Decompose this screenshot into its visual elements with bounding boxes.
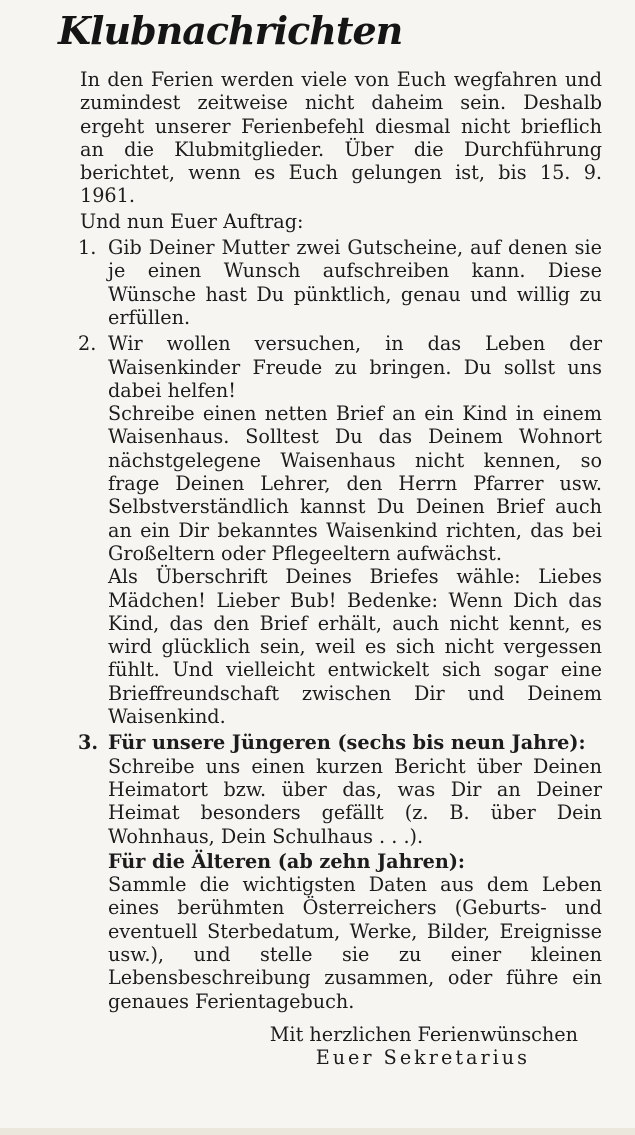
- task-2-paragraph-3: Als Überschrift Deines Briefes wähle: Liebes Mädchen! Lieber Bub! Bedenke: Wenn Dich das Kind, das den Brief erhält, auch nicht kennt, es wird glücklich sein, weil es sich nicht vergessen fühlt. Und vielleicht entwickelt sich sogar eine Brieffreundschaft zwischen Dir und Deinem Waisenkind.: [108, 565, 602, 729]
- closing-line: Mit herzlichen Ferienwünschen: [269, 1022, 578, 1046]
- signature: Euer Sekretarius: [315, 1046, 530, 1070]
- older-text: Sammle die wichtigsten Daten aus dem Leben eines berühmten Österreichers (Geburts- und eventuell Sterbedatum, Werke, Bilder, Ereignisse usw.), und stelle sie zu einer kleinen Lebensbeschreibung zusammen, oder führe ein genaues Ferientagebuch.: [108, 873, 602, 1013]
- task-number-3: 3.: [78, 731, 99, 755]
- younger-text: Schreibe uns einen kurzen Bericht über Deinen Heimatort bzw. über das, was Dir an Deiner Heimat besonders gefällt (z. B. über Dein Wohnhaus, Dein Schulhaus . . .).: [108, 754, 602, 848]
- task-item-1: [80, 236, 602, 329]
- task-item-2: [80, 332, 602, 728]
- page-bottom-edge: [0, 1128, 635, 1135]
- task-number-2: 2.: [78, 332, 97, 356]
- younger-title: Für unsere Jüngeren (sechs bis neun Jahre):: [108, 731, 586, 755]
- lead-line: Und nun Euer Auftrag:: [80, 209, 304, 233]
- task-text-1: Gib Deiner Mutter zwei Gutscheine, auf denen sie je einen Wunsch aufschreiben kann. Diese Wünsche hast Du pünktlich, genau und willig zu erfüllen.: [108, 236, 602, 329]
- task-2-paragraph-2: Schreibe einen netten Brief an ein Kind in einem Waisenhaus. Solltest Du das Deinem Wohnort nächstgelegene Waisenhaus nicht kennen, so frage Deinen Lehrer, den Herrn Pfarrer usw. Selbstverständlich kannst Du Deinen Brief auch an ein Dir bekanntes Waisenkind richten, das bei Großeltern oder Pflegeeltern aufwächst.: [108, 402, 602, 565]
- heading: Klubnachrichten: [58, 8, 403, 53]
- article-body: [80, 68, 602, 1069]
- task-2-paragraph-1: Wir wollen versuchen, in das Leben der Waisenkinder Freude zu bringen. Du sollst uns dabei helfen!: [108, 332, 602, 402]
- older-title: Für die Älteren (ab zehn Jahren):: [108, 849, 465, 873]
- task-item-3: [80, 731, 602, 1013]
- task-number-1: 1.: [78, 236, 97, 260]
- intro-paragraph: In den Ferien werden viele von Euch wegfahren und zumindest zeitweise nicht daheim sein. Deshalb ergeht unserer Ferienbefehl diesmal nicht brieflich an die Klubmitglieder. Über die Durchführung berichtet, wenn es Euch gelungen ist, bis 15. 9. 1961.: [80, 68, 602, 208]
- task-list: [80, 236, 602, 1013]
